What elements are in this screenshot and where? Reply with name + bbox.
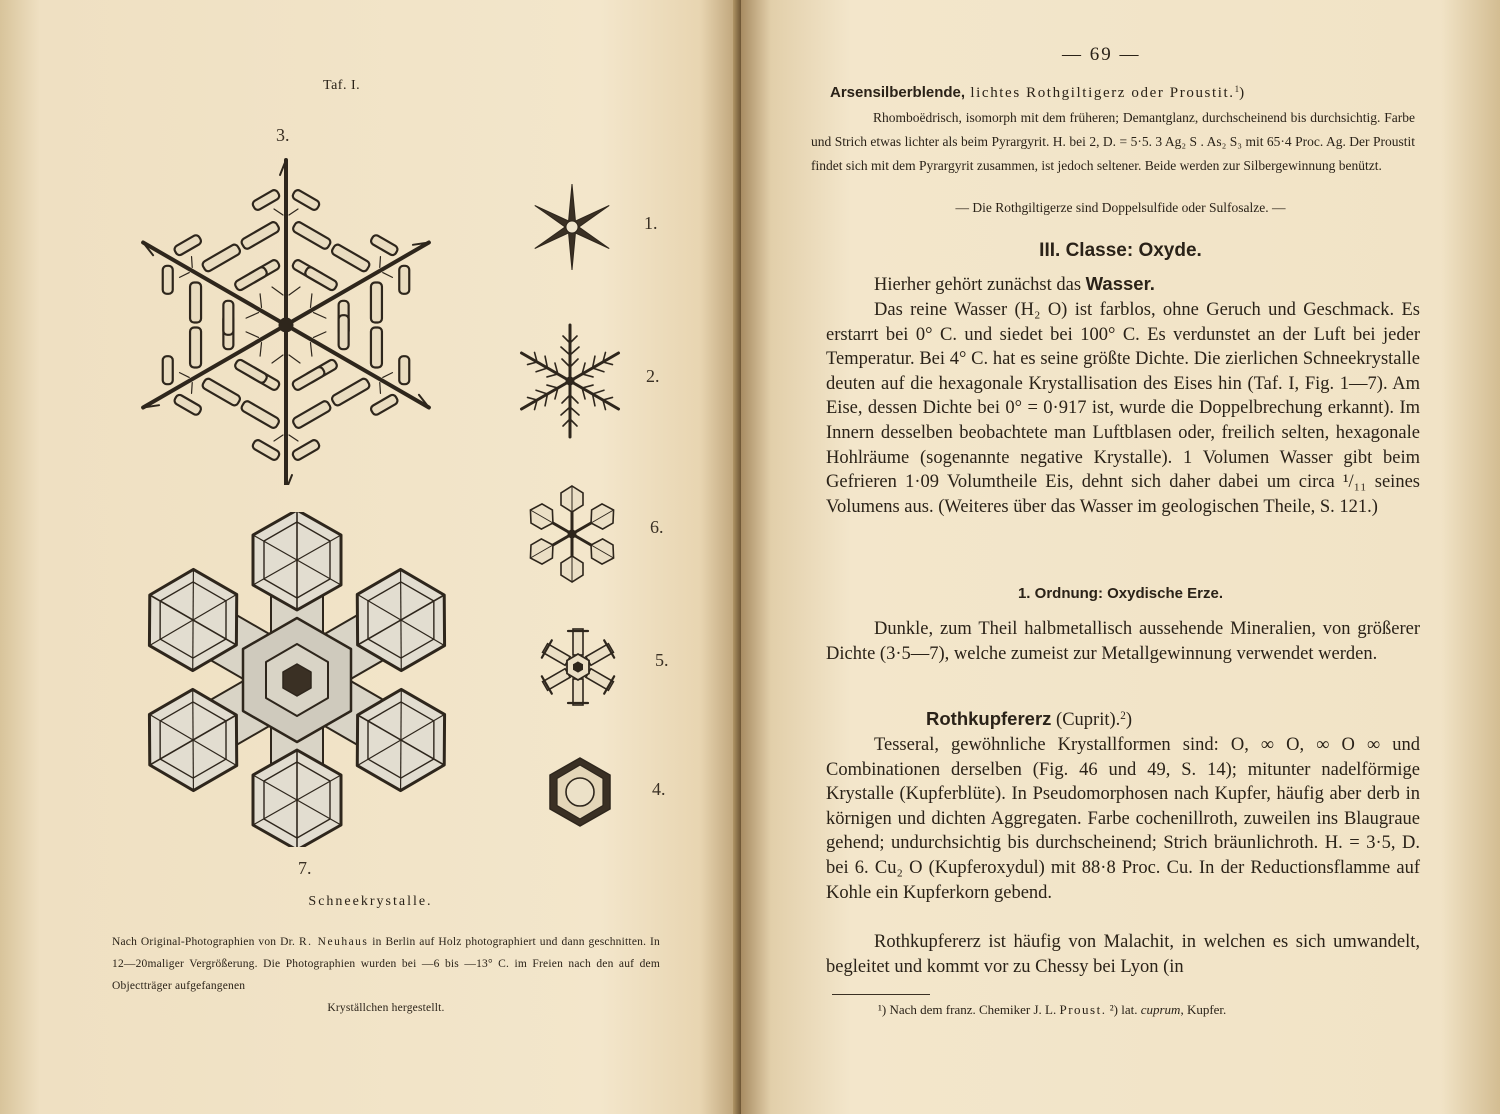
footnote-2: ²) lat.	[1106, 1002, 1141, 1017]
footnote-2-word: cuprum	[1140, 1002, 1181, 1017]
mineral-title-rest: (Cuprit).	[1051, 710, 1121, 731]
snowflake-fig4-image	[540, 754, 620, 830]
snowflake-fig2-image	[505, 322, 635, 440]
snowflake-fig6-image	[516, 482, 628, 586]
figure-number-5: 5.	[655, 650, 669, 670]
arsensilberblende-heading	[830, 84, 1430, 102]
footnote-1-name: Proust.	[1059, 1002, 1107, 1017]
page-number: — 69 —	[1062, 44, 1141, 65]
entry-title: Arsensilberblende,	[830, 84, 966, 101]
footnotes	[878, 1002, 1226, 1018]
entry-footnote-close: )	[1239, 85, 1245, 101]
footnote-2-end: , Kupfer.	[1180, 1002, 1227, 1017]
snowflake-fig5-image	[528, 622, 628, 712]
left-page	[0, 0, 741, 1114]
plate-title: Taf. I.	[323, 78, 361, 93]
rothgiltigerze-summary: — Die Rothgiltigerze sind Doppelsulfide oder Sulfosalze. —	[955, 200, 1286, 215]
paragraph-tesseral: Tesseral, gewöhnliche Krystallformen sind: O, ∞ O, ∞ O ∞ und Combinationen derselben (Fig. 46 und 49, S. 14); mitunter nadelförmige Krystalle (Kupferblüte). In Pseudomorphosen nach Kupfer, häufig aber derb in körnigen und dichten Aggregaten. Farbe cochenillroth, zuweilen ins Blaugraue gehend; undurchsichtig bis durchscheinend; Strich bräunlichroth. H. = 3·5, D. bei 6. Cu₂ O (Kupferoxydul) mit 88·8 Proc. Cu. In der Reductionsflamme auf Kohle ein Kupferkorn gebend.	[826, 735, 1420, 903]
arsensilberblende-description: Rhomboëdrisch, isomorph mit dem früheren; Demantglanz, durchscheinend bis durchsichtig. Farbe und Strich etwas lichter als beim Pyrargyrit. H. bei 2, D. = 5·5. 3 Ag₂ S . As₂ S₃ mit 65·4 Proc. Ag. Der Proustit findet sich mit dem Pyrargyrit zusammen, ist jedoch seltener. Beide werden zur Silbergewinnung benützt.	[811, 110, 1415, 173]
paragraph-rothkupfererz: Rothkupfererz ist häufig von Malachit, in welchen es sich umwandelt, begleitet und kommt vor zu Chessy bei Lyon (in	[826, 932, 1420, 977]
entry-footnote-mark: 1	[1234, 84, 1240, 95]
plate-caption-title: Schneekrystalle.	[308, 894, 433, 909]
figure-number-7: 7.	[298, 858, 312, 878]
mineral-title: Rothkupfererz	[926, 708, 1052, 730]
figure-number-2: 2.	[646, 366, 660, 386]
mineral-footnote-mark: 2	[1120, 710, 1126, 722]
snowflake-fig7-image	[112, 512, 482, 847]
figure-number-4: 4.	[652, 779, 666, 799]
order-heading: 1. Ordnung: Oxydische Erze.	[1017, 585, 1224, 602]
figure-number-6: 6.	[650, 517, 664, 537]
footnote-rule	[832, 994, 930, 995]
caption-part-2: in Berlin auf Holz photographiert und dann geschnitten. In 12—20maliger Vergrößerung. Die Photographien wurden bei —6 bis —13° C. im Freien nach den auf dem Objectträger aufgefangenen	[112, 936, 660, 992]
paragraph-hierher	[826, 272, 1420, 298]
rothkupfererz-heading	[926, 704, 1426, 733]
entry-title-rest: lichtes Rothgiltigerz oder Proustit.	[965, 85, 1235, 101]
footnote-1: ¹) Nach dem franz. Chemiker J. L.	[878, 1002, 1060, 1017]
mineral-footnote-close: )	[1125, 710, 1132, 731]
class-heading: III. Classe: Oxyde.	[1039, 240, 1202, 261]
caption-part-1: Nach Original-Photographien von Dr.	[112, 936, 299, 948]
paragraph-wasser: Das reine Wasser (H₂ O) ist farblos, ohne Geruch und Geschmack. Es erstarrt bei 0° C. und siedet bei 100° C. Es verdunstet an der Luft bei jeder Temperatur. Bei 4° C. hat es seine größte Dichte. Die zierlichen Schneekrystalle deuten auf die hexagonale Krystallisation des Eises hin (Taf. I, Fig. 1—7). Am Eise, dessen Dichte bei 0° = 0·917 ist, wurde die Doppelbrechung erkannt). Im Innern desselben beobachtete man Luftblasen oder, freilich selten, hexagonale Hohlräume (sogenannte negative Krystalle). 1 Volumen Wasser gibt beim Gefrieren 1·09 Volumtheile Eis, dehnt sich daher dabei um circa ¹/₁₁ seines Volumens aus. (Weiteres über das Wasser im geologischen Theile, S. 121.)	[826, 300, 1420, 517]
caption-last-line: Kryställchen hergestellt.	[327, 1002, 445, 1014]
plate-caption-text	[112, 931, 660, 1019]
paragraph-dunkle: Dunkle, zum Theil halbmetallisch aussehende Mineralien, von größerer Dichte (3·5—7), welche zumeist zur Metallgewinnung verwendet werden.	[826, 619, 1420, 664]
snowflake-fig1-image	[520, 182, 620, 272]
figure-number-1: 1.	[644, 213, 658, 233]
caption-photographer-name: R. Neuhaus	[298, 936, 369, 948]
figure-number-3: 3.	[276, 125, 290, 145]
snowflake-fig3-image	[108, 150, 458, 485]
hierher-text: Hierher gehört zunächst das	[874, 275, 1086, 295]
wasser-keyword: Wasser.	[1085, 273, 1155, 294]
